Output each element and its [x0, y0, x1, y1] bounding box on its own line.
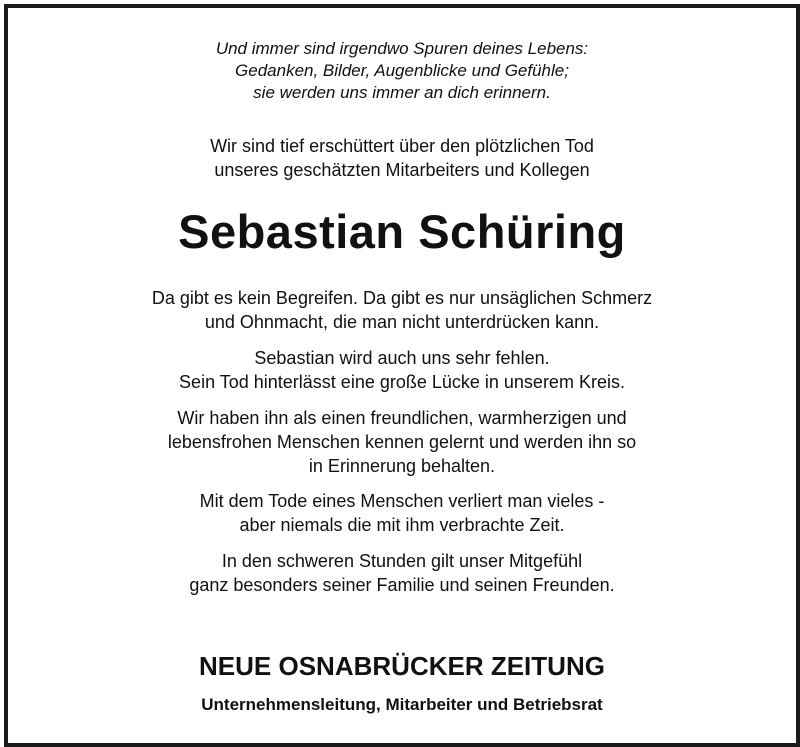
paragraph-line: Wir haben ihn als einen freundlichen, warmherzigen und	[177, 408, 627, 428]
paragraph-line: und Ohnmacht, die man nicht unterdrücken kann.	[204, 312, 600, 332]
motto-line: Und immer sind irgendwo Spuren deines Lebens:	[215, 39, 589, 58]
paragraph-missed	[8, 346, 796, 394]
paragraph-grief	[8, 286, 796, 334]
paragraph-shared-time	[8, 489, 796, 537]
company-name: NEUE OSNABRÜCKER ZEITUNG	[199, 651, 605, 681]
motto-verse	[8, 38, 796, 104]
paragraph-remembrance	[8, 406, 796, 478]
obituary-notice-frame	[4, 4, 800, 747]
obituary-content	[8, 8, 796, 743]
paragraph-line: Da gibt es kein Begreifen. Da gibt es nur unsäglichen Schmerz	[151, 288, 653, 308]
paragraph-sympathy	[8, 549, 796, 597]
paragraph-line: aber niemals die mit ihm verbrachte Zeit.	[239, 515, 565, 535]
paragraph-line: in Erinnerung behalten.	[308, 456, 496, 476]
paragraph-line: Sein Tod hinterlässt eine große Lücke in unserem Kreis.	[179, 372, 625, 392]
paragraph-line: lebensfrohen Menschen kennen gelernt und werden ihn so	[167, 432, 637, 452]
paragraph-line: In den schweren Stunden gilt unser Mitgefühl	[221, 551, 583, 571]
paragraph-line: Mit dem Tode eines Menschen verliert man vieles -	[199, 491, 605, 511]
deceased-name: Sebastian Schüring	[178, 205, 626, 258]
motto-line: sie werden uns immer an dich erinnern.	[253, 83, 551, 102]
intro-text	[8, 134, 796, 182]
signatories: Unternehmensleitung, Mitarbeiter und Betriebsrat	[201, 695, 603, 714]
motto-line: Gedanken, Bilder, Augenblicke und Gefühle;	[235, 61, 569, 80]
intro-line: Wir sind tief erschüttert über den plötzlichen Tod	[210, 136, 594, 156]
paragraph-line: Sebastian wird auch uns sehr fehlen.	[254, 348, 550, 368]
intro-line: unseres geschätzten Mitarbeiters und Kollegen	[214, 160, 590, 180]
paragraph-line: ganz besonders seiner Familie und seinen Freunden.	[189, 575, 615, 595]
